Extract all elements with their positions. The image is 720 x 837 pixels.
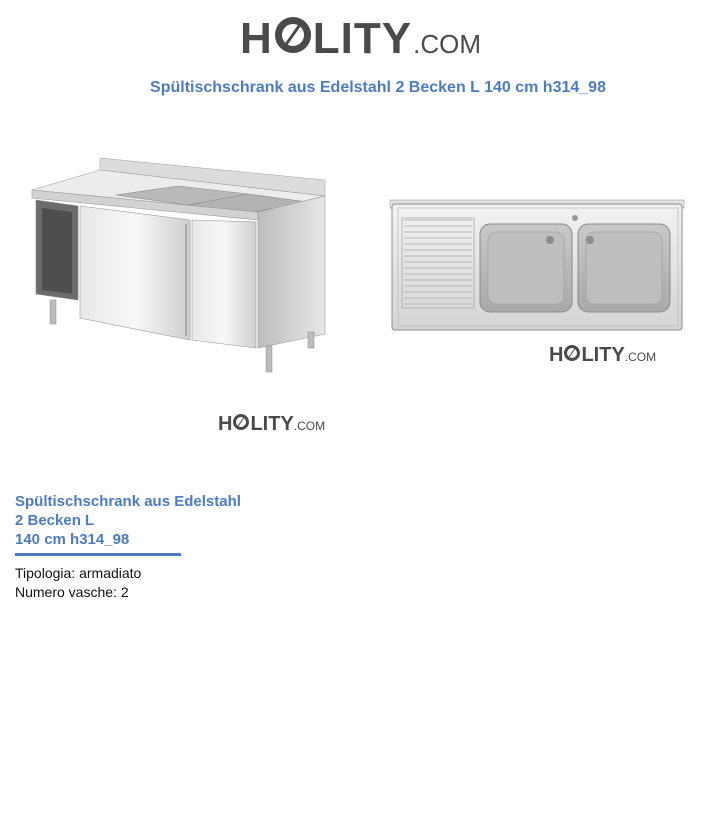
logo-domain: .COM	[293, 419, 326, 433]
spec-value: armadiato	[79, 565, 142, 581]
spec-label: Tipologia:	[15, 565, 76, 581]
product-heading	[15, 492, 275, 549]
spec-value: 2	[120, 584, 129, 600]
product-heading-line: 140 cm h314_98	[15, 531, 130, 548]
logo-domain: .COM	[413, 29, 481, 59]
logo-letters-lity: LITY	[581, 344, 625, 366]
page-title: Spültischschrank aus Edelstahl 2 Becken L 140 cm h314_98	[150, 79, 606, 96]
spec-numero-vasche	[15, 584, 129, 600]
sink-cabinet-image	[28, 150, 333, 378]
holity-logo[interactable]	[240, 14, 481, 64]
product-heading-line: 2 Becken L	[15, 512, 95, 529]
holity-logo-small	[549, 344, 656, 367]
spec-tipologia	[15, 565, 141, 581]
logo-letter-h: H	[218, 413, 233, 435]
logo-letters-lity: LITY	[312, 14, 413, 63]
logo-domain: .COM	[624, 350, 657, 364]
logo-o-icon	[275, 17, 311, 53]
heading-divider	[15, 553, 181, 556]
logo-letters-lity: LITY	[250, 413, 294, 435]
logo-letter-h: H	[549, 344, 564, 366]
holity-logo-small	[218, 413, 325, 436]
logo-o-icon	[233, 414, 249, 430]
product-heading-line: Spültischschrank aus Edelstahl	[15, 493, 241, 510]
sink-top-view-image	[388, 196, 686, 336]
logo-o-icon	[564, 345, 580, 361]
spec-label: Numero vasche:	[15, 584, 117, 600]
logo-letter-h: H	[240, 14, 273, 63]
